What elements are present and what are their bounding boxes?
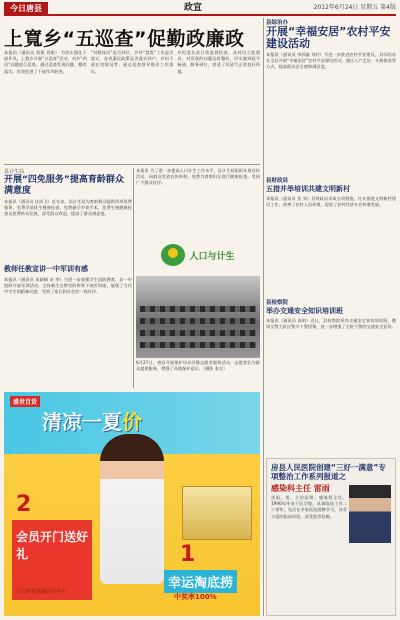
right-column (266, 18, 396, 388)
ad-title-main: 清凉一夏 (42, 410, 122, 434)
news-photo (136, 276, 260, 358)
ad-title-accent: 价 (122, 410, 142, 434)
ad-product-box (182, 486, 252, 540)
story-body: 本报讯（通讯员 高明）近日，县检察院举办交通安全知识培训班，邀请交警大队民警为干警授课，进一步增强了全院干警的交通安全意识。 (266, 318, 396, 330)
lead-article (4, 50, 260, 162)
lead-column-2: “对群体访”是否到位，乡村“禁毒”工作是否落实，各项惠民政策是否落实到户，乡村干部在岗情况等，通过巡查督导推动工作落实。 (90, 50, 174, 74)
ad-number-1: 1 (180, 542, 196, 567)
photo-crowd-row (140, 306, 256, 312)
lead-column-1: 本报讯（通讯员 贾根 刘彬） 为切实强化干部作风，上寬乡开展“五巡查”活动，对乡“四风”问题进行巡查。通过巡查发现问题、整改落实，有效促进了干部作风转变。 (4, 50, 87, 74)
story-body: 本报讯（通讯员 张 刘）县财政局采取五项措施，扎实推进文明新村建设工作，改善了农村人居环境，促进了农村经济社会和谐发展。 (266, 196, 396, 208)
story-body: 本报讯 为了进一步提高人口计生工作水平，县计生局组织开展宣传活动，向群众发放宣传资料，免费为育龄妇女进行健康检查，受到广大群众好评。 (136, 168, 260, 186)
photo-caption: 6月27日，唐县开展保护母亲河暨志愿者服务活动，志愿者们为群众提供服务，增强了环境保护意识。（摄影 张京） (136, 360, 260, 372)
story-body: 本报讯（通讯员 任成飞）近年来，县计生局为育龄群众提供四项免费服务，免费孕前优生健康检查、免费避孕节育手术、免费生殖健康检查及免费药具发放，深受群众欢迎，提高了群众满意度。 (4, 199, 132, 217)
portrait-photo (349, 485, 391, 543)
story-headline: 五措并举培训共建文明新村 (266, 185, 350, 193)
ad-title (42, 406, 142, 435)
ad-model-figure (100, 434, 164, 584)
masthead (4, 2, 396, 16)
population-logo (140, 240, 256, 270)
issue-info: 2012年6月24日 星期五 第4版 (313, 4, 396, 11)
section-title: 政宣 (184, 3, 203, 13)
photo-crowd-row (140, 330, 256, 336)
section-label: 县财政局 (266, 178, 289, 184)
story-body: 本报讯（通讯员 朱晓峰 宋 李）为进一步加强学生国防教育，县一中组织开展军训活动，全体新生在教官的带领下刻苦训练，展现了当代中学生的精神风貌，受到了家长和社会的一致好评。 (4, 277, 132, 295)
advertisement (4, 392, 260, 616)
section-label: 县检察院 (266, 300, 289, 306)
story-headline: 开展“幸福安居”农村平安建设活动 (266, 25, 391, 50)
lead-column-3: 乡纪委负责日常监督检查，各村设立监督员，对发现的问题及时整改，切实做到政令畅通、服务到位，营造了风清气正的良好环境。 (177, 50, 261, 74)
column-divider (263, 18, 264, 616)
ad-brand: 盛世百货 (10, 396, 40, 407)
story-population (136, 168, 260, 238)
ad-label-member: 会员开门送好礼 (16, 530, 89, 561)
story-headline: 举办交通安全知识培训班 (266, 307, 343, 315)
ad-number-2: 2 (16, 492, 32, 517)
ad-subtext: 中奖率100% (174, 593, 217, 601)
logo-text: 人口与计生 (189, 251, 235, 262)
profile-name: 感染科主任 雷雨 (271, 484, 330, 493)
story-headline: 开展“四免服务”提高育龄群众满意度 (4, 175, 124, 196)
section-label: 县综治办 (266, 20, 289, 26)
story-family-planning (4, 168, 132, 258)
story-kicker: 县计生局 (4, 169, 25, 175)
population-emblem-icon (161, 244, 185, 266)
paper-logo: 今日唐县 (4, 2, 48, 14)
profile-body: 雷雨，男，主治医师，感染科主任。1990年毕业于医学院，从事临床工作二十余年，先后在多家医院进修学习，具有丰富的临床经验，深受患者信赖。 (271, 495, 347, 519)
story-headline: 教师任教宣讲一中军训有感 (4, 265, 88, 273)
photo-crowd-row (140, 342, 256, 348)
ad-label-lucky: 幸运淘底捞 (164, 570, 237, 593)
ad-note: 会员购物满额即可参与 (16, 589, 67, 595)
story-body: 本报讯（通讯员 李郭旗 刘轩）为进一步推进农村平安建设，县综治办在全县开展“幸福安居”农村平安建设活动，通过入户走访、矛盾排查等方式，提高群众安全感和满意度。 (266, 52, 396, 70)
profile-title: 房县人民医院创建“三好一满意”专项整治工作系列报道之 (271, 463, 386, 481)
divider (4, 164, 260, 165)
profile-box (266, 458, 396, 616)
divider (133, 168, 134, 388)
main-headline: 上寬乡“五巡查”促勤政廉政 (4, 28, 245, 50)
photo-crowd-row (140, 318, 256, 324)
